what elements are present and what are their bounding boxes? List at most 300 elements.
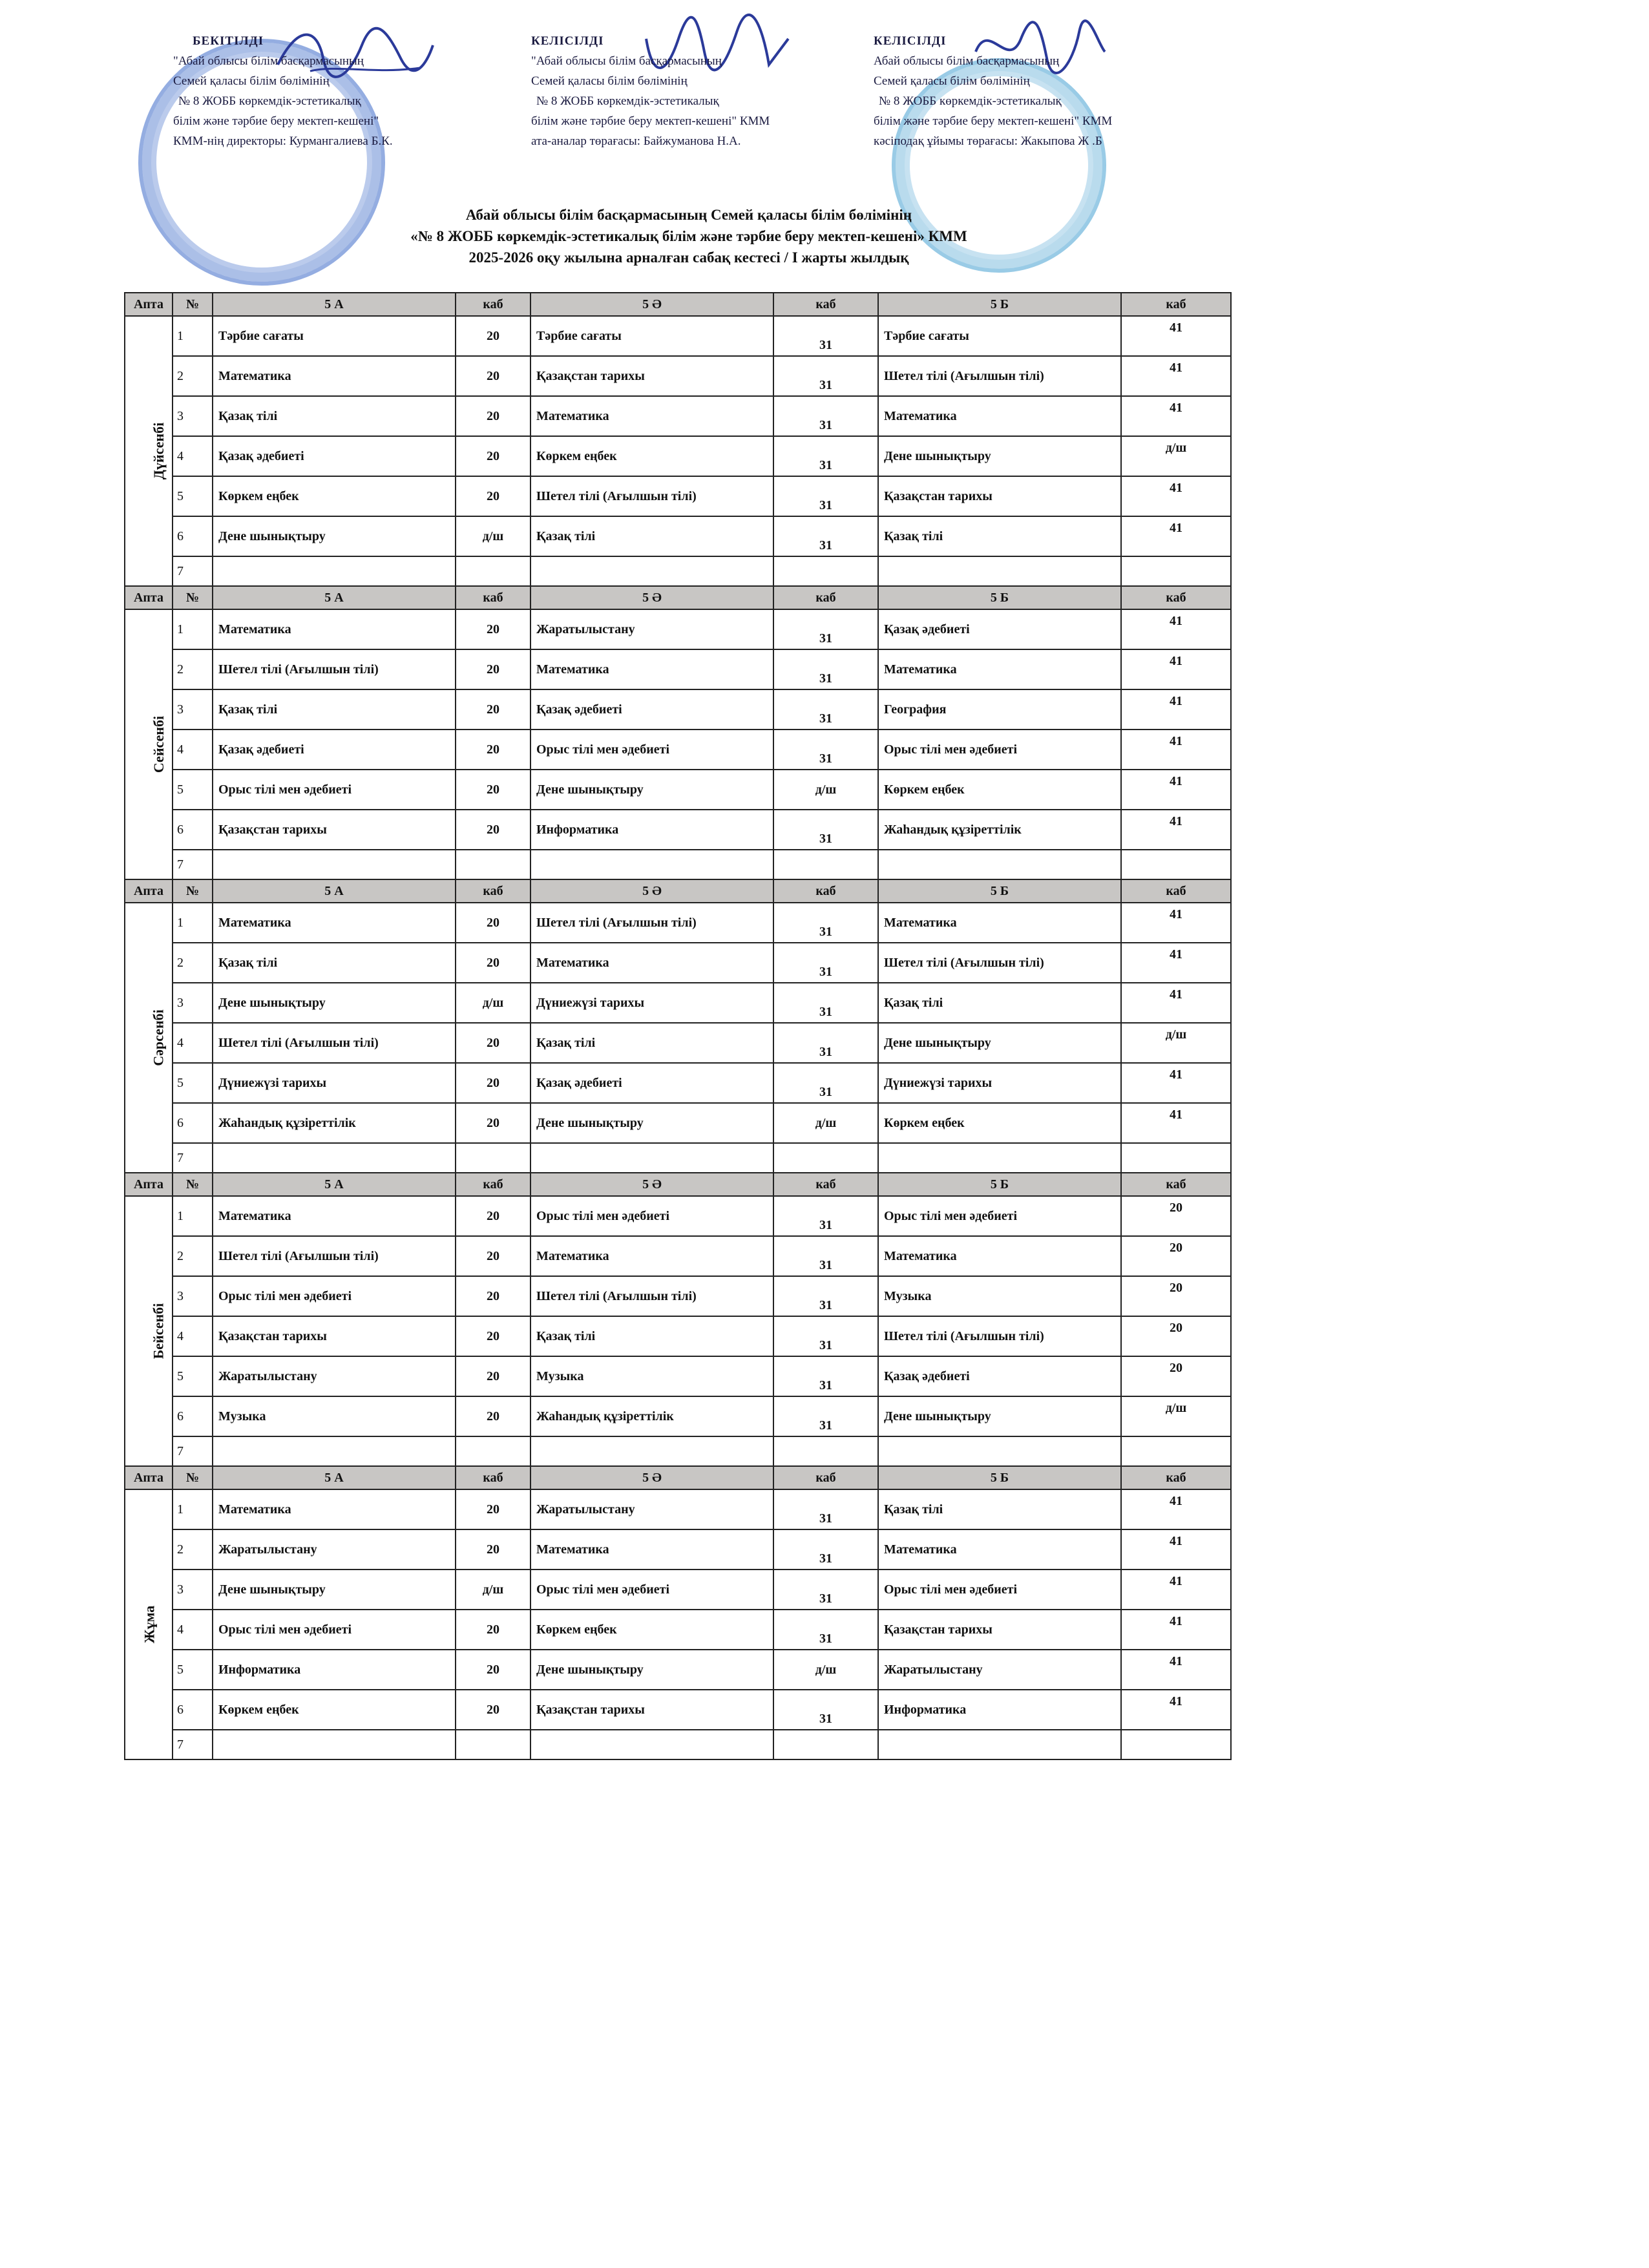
room-5ae: 31: [773, 356, 878, 396]
subject-5b: Қазақ тілі: [878, 516, 1121, 556]
room-5ae: 31: [773, 730, 878, 770]
subject-5b: Орыс тілі мен әдебиеті: [878, 1570, 1121, 1610]
room-5ae: 31: [773, 316, 878, 356]
document-title: [0, 204, 1649, 268]
header-room: каб: [1121, 1466, 1231, 1489]
subject-5ae: Шетел тілі (Ағылшын тілі): [530, 1276, 773, 1316]
header-week: Апта: [125, 1173, 173, 1196]
lesson-row: [125, 1436, 1231, 1466]
room-5a: 20: [456, 770, 530, 810]
lesson-row: [125, 1570, 1231, 1610]
day-header-row: [125, 1173, 1231, 1196]
lesson-row: [125, 903, 1231, 943]
lesson-row: [125, 356, 1231, 396]
subject-5ae: Дене шынықтыру: [530, 1103, 773, 1143]
room-5ae: 31: [773, 1489, 878, 1529]
header-room: каб: [1121, 293, 1231, 316]
room-5a: 20: [456, 1396, 530, 1436]
subject-5a: Дене шынықтыру: [213, 516, 456, 556]
day-name: Дүйсенбі: [151, 422, 167, 480]
room-5ae: 31: [773, 1690, 878, 1730]
schedule-table: [124, 292, 1232, 1760]
approval-line: "Абай облысы білім басқармасының: [531, 54, 722, 68]
lesson-number: 5: [173, 1063, 213, 1103]
lesson-row: [125, 1276, 1231, 1316]
subject-5a: [213, 850, 456, 879]
subject-5ae: Қазақ әдебиеті: [530, 689, 773, 730]
subject-5ae: Математика: [530, 1236, 773, 1276]
lesson-row: [125, 476, 1231, 516]
header-class-5b: 5 Б: [878, 586, 1121, 609]
day-name-cell: [125, 316, 173, 586]
room-5ae: 31: [773, 1529, 878, 1570]
lesson-number: 7: [173, 850, 213, 879]
subject-5ae: Дене шынықтыру: [530, 770, 773, 810]
day-name: Жұма: [141, 1605, 158, 1644]
subject-5a: Орыс тілі мен әдебиеті: [213, 1276, 456, 1316]
header-room: каб: [773, 879, 878, 903]
subject-5a: Көркем еңбек: [213, 1690, 456, 1730]
subject-5ae: [530, 1143, 773, 1173]
subject-5ae: Математика: [530, 1529, 773, 1570]
room-5a: 20: [456, 1276, 530, 1316]
room-5ae: 31: [773, 1196, 878, 1236]
approval-director: [173, 31, 393, 151]
lesson-number: 4: [173, 1316, 213, 1356]
header-week: Апта: [125, 1466, 173, 1489]
subject-5ae: Қазақстан тарихы: [530, 356, 773, 396]
lesson-number: 4: [173, 1023, 213, 1063]
lesson-number: 4: [173, 730, 213, 770]
lesson-row: [125, 396, 1231, 436]
subject-5ae: Шетел тілі (Ағылшын тілі): [530, 476, 773, 516]
subject-5b: Математика: [878, 1236, 1121, 1276]
header-num: №: [173, 1466, 213, 1489]
day-header-row: [125, 293, 1231, 316]
subject-5b: Тәрбие сағаты: [878, 316, 1121, 356]
subject-5a: Музыка: [213, 1396, 456, 1436]
header-week: Апта: [125, 293, 173, 316]
room-5ae: 31: [773, 649, 878, 689]
subject-5a: Шетел тілі (Ағылшын тілі): [213, 1023, 456, 1063]
subject-5ae: Математика: [530, 396, 773, 436]
approval-parents: [531, 31, 770, 151]
room-5a: 20: [456, 1103, 530, 1143]
subject-5a: Шетел тілі (Ағылшын тілі): [213, 649, 456, 689]
room-5b: д/ш: [1121, 1023, 1231, 1063]
lesson-number: 4: [173, 1610, 213, 1650]
subject-5ae: [530, 850, 773, 879]
header-class-5ae: 5 Ә: [530, 586, 773, 609]
header-class-5ae: 5 Ә: [530, 293, 773, 316]
subject-5ae: Көркем еңбек: [530, 436, 773, 476]
subject-5a: Математика: [213, 356, 456, 396]
subject-5b: Қазақ әдебиеті: [878, 1356, 1121, 1396]
room-5a: д/ш: [456, 516, 530, 556]
room-5b: 20: [1121, 1356, 1231, 1396]
subject-5ae: Шетел тілі (Ағылшын тілі): [530, 903, 773, 943]
approval-line: Семей қаласы білім бөлімінің: [173, 74, 330, 88]
room-5b: 41: [1121, 1489, 1231, 1529]
day-header-row: [125, 586, 1231, 609]
room-5b: 41: [1121, 316, 1231, 356]
room-5b: 41: [1121, 1103, 1231, 1143]
lesson-row: [125, 556, 1231, 586]
room-5ae: 31: [773, 516, 878, 556]
day-name-cell: [125, 1489, 173, 1759]
subject-5a: Жаратылыстану: [213, 1529, 456, 1570]
lesson-row: [125, 1650, 1231, 1690]
room-5a: 20: [456, 649, 530, 689]
room-5b: 41: [1121, 1650, 1231, 1690]
room-5b: 20: [1121, 1276, 1231, 1316]
header-num: №: [173, 586, 213, 609]
approval-line: білім және тәрбие беру мектеп-кешені" КММ: [874, 114, 1113, 128]
room-5ae: [773, 1436, 878, 1466]
subject-5ae: Музыка: [530, 1356, 773, 1396]
room-5b: 41: [1121, 943, 1231, 983]
subject-5ae: Орыс тілі мен әдебиеті: [530, 730, 773, 770]
lesson-row: [125, 770, 1231, 810]
subject-5ae: Қазақ тілі: [530, 516, 773, 556]
subject-5b: Шетел тілі (Ағылшын тілі): [878, 356, 1121, 396]
room-5a: 20: [456, 1529, 530, 1570]
header-class-5b: 5 Б: [878, 293, 1121, 316]
room-5a: 20: [456, 436, 530, 476]
header-class-5ae: 5 Ә: [530, 1173, 773, 1196]
subject-5a: Қазақ тілі: [213, 943, 456, 983]
room-5ae: [773, 1143, 878, 1173]
lesson-number: 3: [173, 983, 213, 1023]
header-num: №: [173, 1173, 213, 1196]
room-5b: 41: [1121, 1570, 1231, 1610]
lesson-row: [125, 609, 1231, 649]
room-5b: 41: [1121, 903, 1231, 943]
subject-5b: Қазақстан тарихы: [878, 476, 1121, 516]
day-name-cell: [125, 1196, 173, 1466]
room-5ae: 31: [773, 1276, 878, 1316]
subject-5a: Жаһандық құзіреттілік: [213, 1103, 456, 1143]
lesson-number: 2: [173, 649, 213, 689]
subject-5a: Информатика: [213, 1650, 456, 1690]
approval-line: Семей қаласы білім бөлімінің: [531, 74, 688, 88]
room-5b: 41: [1121, 516, 1231, 556]
header-room: каб: [456, 1173, 530, 1196]
approval-line: КММ-нің директоры: Курмангалиева Б.К.: [173, 134, 393, 148]
subject-5b: [878, 556, 1121, 586]
subject-5a: Математика: [213, 1196, 456, 1236]
subject-5ae: Математика: [530, 649, 773, 689]
lesson-number: 3: [173, 1570, 213, 1610]
lesson-number: 1: [173, 609, 213, 649]
subject-5b: [878, 1436, 1121, 1466]
room-5a: д/ш: [456, 1570, 530, 1610]
subject-5ae: Қазақ әдебиеті: [530, 1063, 773, 1103]
approval-heading: КЕЛІСІЛДІ: [531, 34, 604, 48]
subject-5ae: [530, 1730, 773, 1759]
subject-5ae: Жаһандық құзіреттілік: [530, 1396, 773, 1436]
lesson-row: [125, 1489, 1231, 1529]
subject-5ae: Қазақстан тарихы: [530, 1690, 773, 1730]
room-5b: 41: [1121, 770, 1231, 810]
lesson-row: [125, 1023, 1231, 1063]
room-5ae: 31: [773, 1316, 878, 1356]
header-class-5ae: 5 Ә: [530, 879, 773, 903]
room-5ae: 31: [773, 396, 878, 436]
subject-5ae: [530, 556, 773, 586]
room-5ae: 31: [773, 1236, 878, 1276]
room-5b: 41: [1121, 1529, 1231, 1570]
header-num: №: [173, 293, 213, 316]
room-5b: д/ш: [1121, 436, 1231, 476]
approval-line: білім және тәрбие беру мектеп-кешені": [173, 114, 379, 128]
subject-5a: Жаратылыстану: [213, 1356, 456, 1396]
lesson-number: 2: [173, 1236, 213, 1276]
subject-5a: Шетел тілі (Ағылшын тілі): [213, 1236, 456, 1276]
header-room: каб: [456, 1466, 530, 1489]
room-5a: 20: [456, 730, 530, 770]
header-class-5b: 5 Б: [878, 1466, 1121, 1489]
day-header-row: [125, 879, 1231, 903]
lesson-number: 2: [173, 943, 213, 983]
subject-5b: Дене шынықтыру: [878, 1396, 1121, 1436]
lesson-number: 3: [173, 689, 213, 730]
subject-5ae: Жаратылыстану: [530, 609, 773, 649]
room-5b: 41: [1121, 396, 1231, 436]
room-5b: 41: [1121, 689, 1231, 730]
header-week: Апта: [125, 879, 173, 903]
room-5a: 20: [456, 1196, 530, 1236]
header-room: каб: [1121, 879, 1231, 903]
header-class-5a: 5 А: [213, 293, 456, 316]
room-5ae: д/ш: [773, 1650, 878, 1690]
lesson-row: [125, 1143, 1231, 1173]
room-5ae: д/ш: [773, 1103, 878, 1143]
approval-line: кәсіподақ ұйымы төрағасы: Жакыпова Ж .Б: [874, 134, 1102, 148]
subject-5b: Қазақ тілі: [878, 1489, 1121, 1529]
header-class-5ae: 5 Ә: [530, 1466, 773, 1489]
subject-5a: Математика: [213, 1489, 456, 1529]
subject-5a: Қазақ әдебиеті: [213, 436, 456, 476]
lesson-row: [125, 1610, 1231, 1650]
day-name-cell: [125, 903, 173, 1173]
subject-5b: Жаратылыстану: [878, 1650, 1121, 1690]
approval-line: Абай облысы білім басқармасының: [874, 54, 1060, 68]
room-5ae: 31: [773, 476, 878, 516]
lesson-row: [125, 1103, 1231, 1143]
lesson-row: [125, 1063, 1231, 1103]
lesson-row: [125, 689, 1231, 730]
room-5ae: 31: [773, 1023, 878, 1063]
subject-5b: Музыка: [878, 1276, 1121, 1316]
lesson-number: 2: [173, 356, 213, 396]
room-5ae: 31: [773, 1396, 878, 1436]
lesson-number: 6: [173, 1103, 213, 1143]
lesson-row: [125, 810, 1231, 850]
subject-5a: Дүниежүзі тарихы: [213, 1063, 456, 1103]
room-5b: 41: [1121, 609, 1231, 649]
room-5ae: 31: [773, 1063, 878, 1103]
room-5a: 20: [456, 810, 530, 850]
room-5a: 20: [456, 689, 530, 730]
approval-line: "Абай облысы білім басқармасының: [173, 54, 364, 68]
title-line-1: Абай облысы білім басқармасының Семей қаласы білім бөлімінің: [465, 207, 912, 223]
room-5b: 41: [1121, 476, 1231, 516]
subject-5b: Математика: [878, 649, 1121, 689]
day-name: Сәрсенбі: [150, 1009, 167, 1066]
lesson-number: 7: [173, 1730, 213, 1759]
subject-5ae: Орыс тілі мен әдебиеті: [530, 1196, 773, 1236]
room-5ae: [773, 850, 878, 879]
room-5ae: д/ш: [773, 770, 878, 810]
subject-5b: Дене шынықтыру: [878, 436, 1121, 476]
room-5b: 20: [1121, 1236, 1231, 1276]
subject-5ae: Дене шынықтыру: [530, 1650, 773, 1690]
approval-heading: БЕКІТІЛДІ: [193, 34, 264, 48]
subject-5b: Шетел тілі (Ағылшын тілі): [878, 943, 1121, 983]
room-5b: 41: [1121, 1063, 1231, 1103]
lesson-row: [125, 649, 1231, 689]
subject-5ae: Көркем еңбек: [530, 1610, 773, 1650]
lesson-row: [125, 983, 1231, 1023]
subject-5a: [213, 1436, 456, 1466]
room-5a: 20: [456, 609, 530, 649]
day-header-row: [125, 1466, 1231, 1489]
subject-5a: [213, 1730, 456, 1759]
subject-5a: Қазақ әдебиеті: [213, 730, 456, 770]
lesson-number: 6: [173, 1690, 213, 1730]
room-5ae: 31: [773, 983, 878, 1023]
lesson-row: [125, 730, 1231, 770]
lesson-number: 4: [173, 436, 213, 476]
room-5ae: [773, 556, 878, 586]
subject-5b: География: [878, 689, 1121, 730]
subject-5ae: Тәрбие сағаты: [530, 316, 773, 356]
header-class-5a: 5 А: [213, 1173, 456, 1196]
approval-line: Семей қаласы білім бөлімінің: [874, 74, 1030, 88]
room-5b: [1121, 850, 1231, 879]
subject-5a: Орыс тілі мен әдебиеті: [213, 770, 456, 810]
subject-5a: [213, 1143, 456, 1173]
approval-line: білім және тәрбие беру мектеп-кешені" КММ: [531, 114, 770, 128]
subject-5b: Дүниежүзі тарихы: [878, 1063, 1121, 1103]
room-5a: [456, 1730, 530, 1759]
lesson-number: 5: [173, 1356, 213, 1396]
subject-5b: Орыс тілі мен әдебиеті: [878, 1196, 1121, 1236]
subject-5a: Дене шынықтыру: [213, 1570, 456, 1610]
lesson-row: [125, 1396, 1231, 1436]
header-class-5b: 5 Б: [878, 879, 1121, 903]
room-5ae: 31: [773, 903, 878, 943]
lesson-number: 3: [173, 1276, 213, 1316]
room-5b: [1121, 1436, 1231, 1466]
header-week: Апта: [125, 586, 173, 609]
lesson-row: [125, 316, 1231, 356]
lesson-number: 5: [173, 476, 213, 516]
approval-line: № 8 ЖОББ көркемдік-эстетикалық: [178, 94, 361, 108]
subject-5b: Қазақ тілі: [878, 983, 1121, 1023]
approval-line: ата-аналар төрағасы: Байжуманова Н.А.: [531, 134, 741, 148]
header-room: каб: [773, 586, 878, 609]
subject-5a: [213, 556, 456, 586]
lesson-row: [125, 1356, 1231, 1396]
lesson-number: 7: [173, 1143, 213, 1173]
room-5ae: [773, 1730, 878, 1759]
subject-5b: Дене шынықтыру: [878, 1023, 1121, 1063]
room-5ae: 31: [773, 943, 878, 983]
room-5b: 20: [1121, 1196, 1231, 1236]
room-5b: [1121, 1730, 1231, 1759]
room-5ae: 31: [773, 1356, 878, 1396]
room-5a: 20: [456, 1610, 530, 1650]
room-5ae: 31: [773, 689, 878, 730]
room-5ae: 31: [773, 810, 878, 850]
room-5a: 20: [456, 476, 530, 516]
lesson-row: [125, 436, 1231, 476]
title-line-2: «№ 8 ЖОББ көркемдік-эстетикалық білім және тәрбие беру мектеп-кешені» КММ: [410, 228, 967, 244]
lesson-row: [125, 850, 1231, 879]
room-5b: 41: [1121, 810, 1231, 850]
subject-5b: Шетел тілі (Ағылшын тілі): [878, 1316, 1121, 1356]
room-5b: 41: [1121, 649, 1231, 689]
lesson-number: 6: [173, 1396, 213, 1436]
header-room: каб: [773, 1466, 878, 1489]
subject-5ae: Орыс тілі мен әдебиеті: [530, 1570, 773, 1610]
room-5a: 20: [456, 943, 530, 983]
subject-5ae: Қазақ тілі: [530, 1023, 773, 1063]
subject-5b: [878, 1143, 1121, 1173]
lesson-row: [125, 1196, 1231, 1236]
subject-5a: Математика: [213, 903, 456, 943]
lesson-row: [125, 1316, 1231, 1356]
room-5a: [456, 556, 530, 586]
header-room: каб: [1121, 586, 1231, 609]
lesson-number: 6: [173, 516, 213, 556]
day-name-cell: [125, 609, 173, 879]
subject-5a: Қазақ тілі: [213, 689, 456, 730]
lesson-number: 7: [173, 1436, 213, 1466]
room-5b: [1121, 556, 1231, 586]
room-5a: 20: [456, 316, 530, 356]
room-5a: 20: [456, 1023, 530, 1063]
room-5a: 20: [456, 1489, 530, 1529]
approval-line: № 8 ЖОББ көркемдік-эстетикалық: [879, 94, 1062, 108]
room-5ae: 31: [773, 1610, 878, 1650]
room-5ae: 31: [773, 609, 878, 649]
header-room: каб: [773, 293, 878, 316]
room-5a: [456, 1143, 530, 1173]
subject-5ae: Математика: [530, 943, 773, 983]
subject-5ae: Информатика: [530, 810, 773, 850]
subject-5b: Математика: [878, 396, 1121, 436]
approval-line: № 8 ЖОББ көркемдік-эстетикалық: [536, 94, 719, 108]
subject-5ae: Қазақ тілі: [530, 1316, 773, 1356]
lesson-row: [125, 1236, 1231, 1276]
subject-5b: [878, 850, 1121, 879]
lesson-number: 5: [173, 770, 213, 810]
lesson-number: 7: [173, 556, 213, 586]
room-5a: д/ш: [456, 983, 530, 1023]
subject-5b: Көркем еңбек: [878, 1103, 1121, 1143]
subject-5b: Қазақ әдебиеті: [878, 609, 1121, 649]
lesson-number: 1: [173, 316, 213, 356]
room-5ae: 31: [773, 436, 878, 476]
day-name: Сейсенбі: [151, 715, 167, 773]
subject-5b: [878, 1730, 1121, 1759]
room-5a: 20: [456, 903, 530, 943]
subject-5a: Көркем еңбек: [213, 476, 456, 516]
day-name: Бейсенбі: [150, 1303, 167, 1360]
